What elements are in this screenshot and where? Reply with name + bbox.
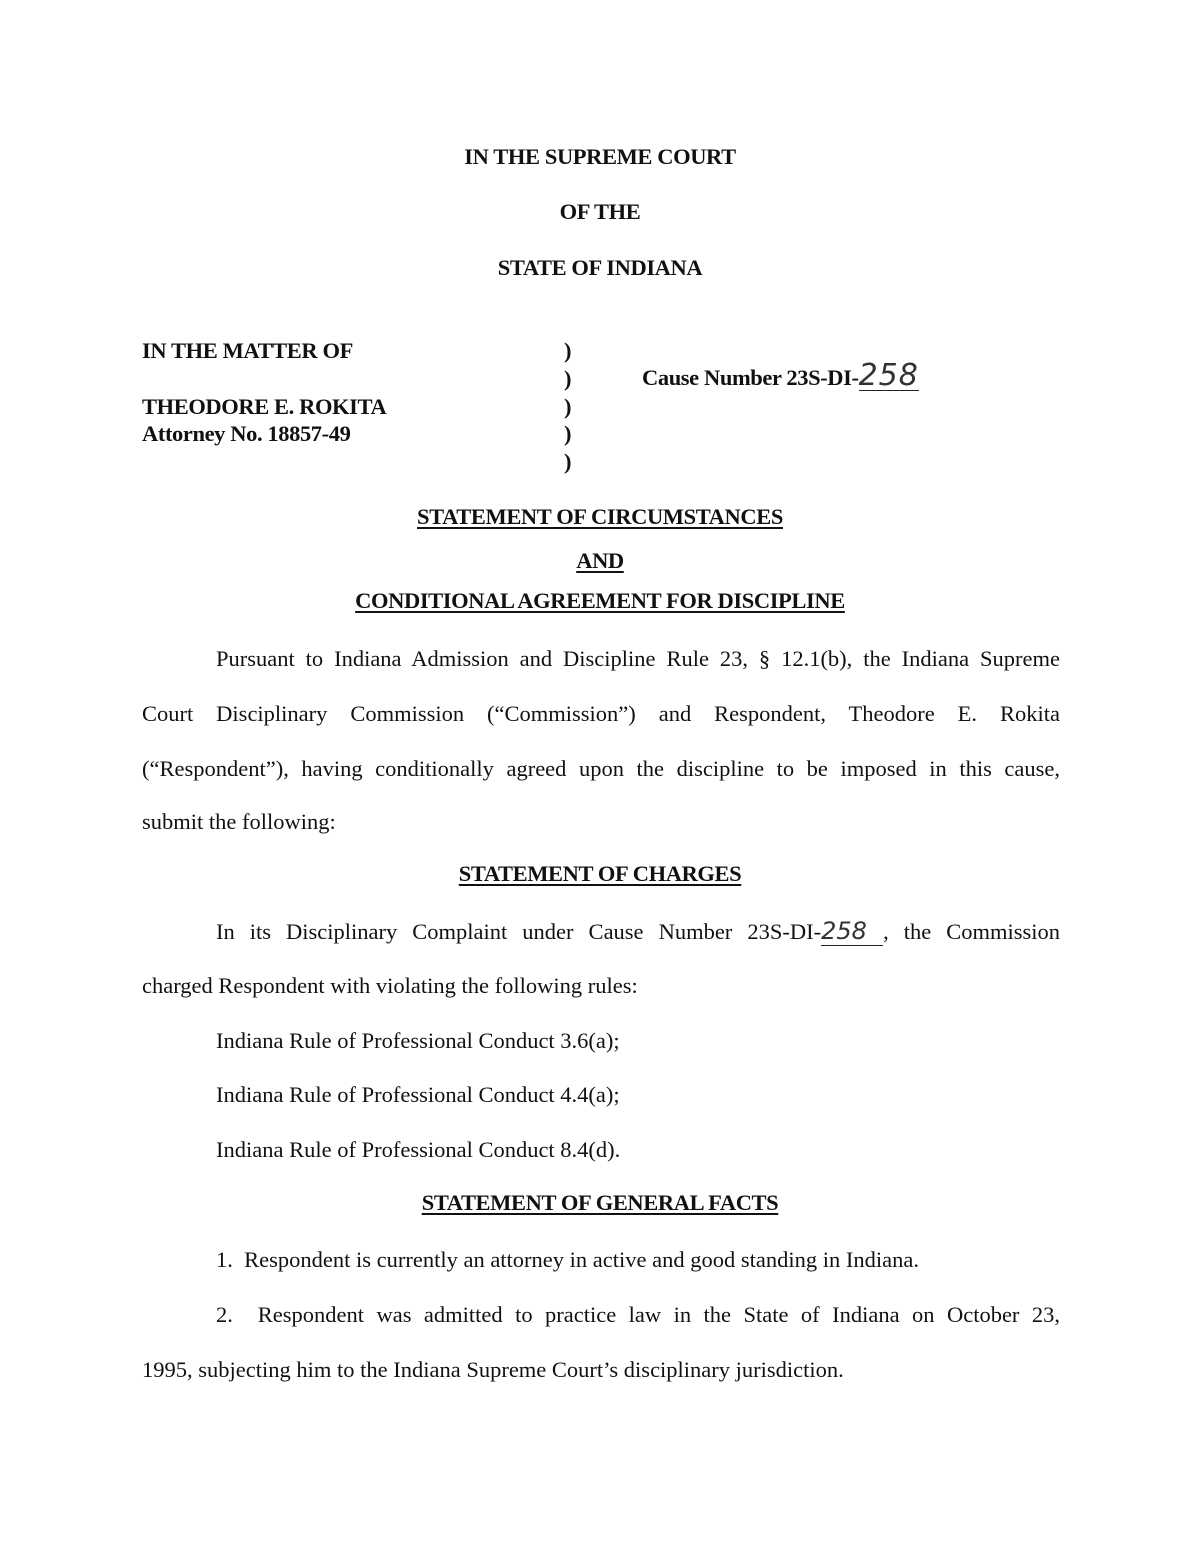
fact-item-1: 1. Respondent is currently an attorney in active and good standing in Indiana. <box>216 1247 919 1272</box>
charges-cause-handwritten: 258 <box>821 917 883 946</box>
rule-item: Indiana Rule of Professional Conduct 8.4(d). <box>216 1137 621 1162</box>
title-line1: STATEMENT OF CIRCUMSTANCES <box>417 504 783 529</box>
fact-item-2-line1: 2. Respondent was admitted to practice law in the State of Indiana on October 23, <box>216 1302 1060 1327</box>
caption-paren: ) <box>564 449 572 474</box>
intro-line: submit the following: <box>142 809 336 834</box>
rule-item: Indiana Rule of Professional Conduct 3.6(a); <box>216 1028 620 1053</box>
cause-number <box>642 358 919 393</box>
caption-paren: ) <box>564 338 572 363</box>
court-name-line2: OF THE <box>559 199 641 224</box>
intro-line: Pursuant to Indiana Admission and Discipline Rule 23, § 12.1(b), the Indiana Supreme <box>216 646 1060 671</box>
title-line2: AND <box>576 548 624 573</box>
intro-line: (“Respondent”), having conditionally agreed upon the discipline to be imposed in this cause, <box>142 756 1060 781</box>
caption-respondent: THEODORE E. ROKITA <box>142 394 387 419</box>
caption-paren: ) <box>564 366 572 391</box>
intro-line: Court Disciplinary Commission (“Commission”) and Respondent, Theodore E. Rokita <box>142 701 1060 726</box>
title-line3: CONDITIONAL AGREEMENT FOR DISCIPLINE <box>355 588 845 613</box>
caption-matter: IN THE MATTER OF <box>142 338 353 363</box>
charges-line1-end: , the Commission <box>883 919 1060 944</box>
facts-heading: STATEMENT OF GENERAL FACTS <box>421 1190 779 1215</box>
rule-item: Indiana Rule of Professional Conduct 4.4(a); <box>216 1082 620 1107</box>
caption-paren: ) <box>564 421 572 446</box>
charges-heading: STATEMENT OF CHARGES <box>458 861 742 886</box>
court-name-line1: IN THE SUPREME COURT <box>464 144 736 169</box>
caption-paren: ) <box>564 394 572 419</box>
fact-item-2-line2: 1995, subjecting him to the Indiana Supreme Court’s disciplinary jurisdiction. <box>142 1357 844 1382</box>
charges-line2: charged Respondent with violating the following rules: <box>142 973 638 998</box>
caption-attorney-number: Attorney No. 18857-49 <box>142 421 351 446</box>
charges-line1 <box>216 917 1060 946</box>
cause-number-handwritten: 258 <box>858 358 919 393</box>
charges-line1-text: In its Disciplinary Complaint under Cause Number 23S-DI- <box>216 919 822 944</box>
court-name-line3: STATE OF INDIANA <box>497 255 703 280</box>
cause-number-label: Cause Number 23S-DI- <box>642 365 859 390</box>
